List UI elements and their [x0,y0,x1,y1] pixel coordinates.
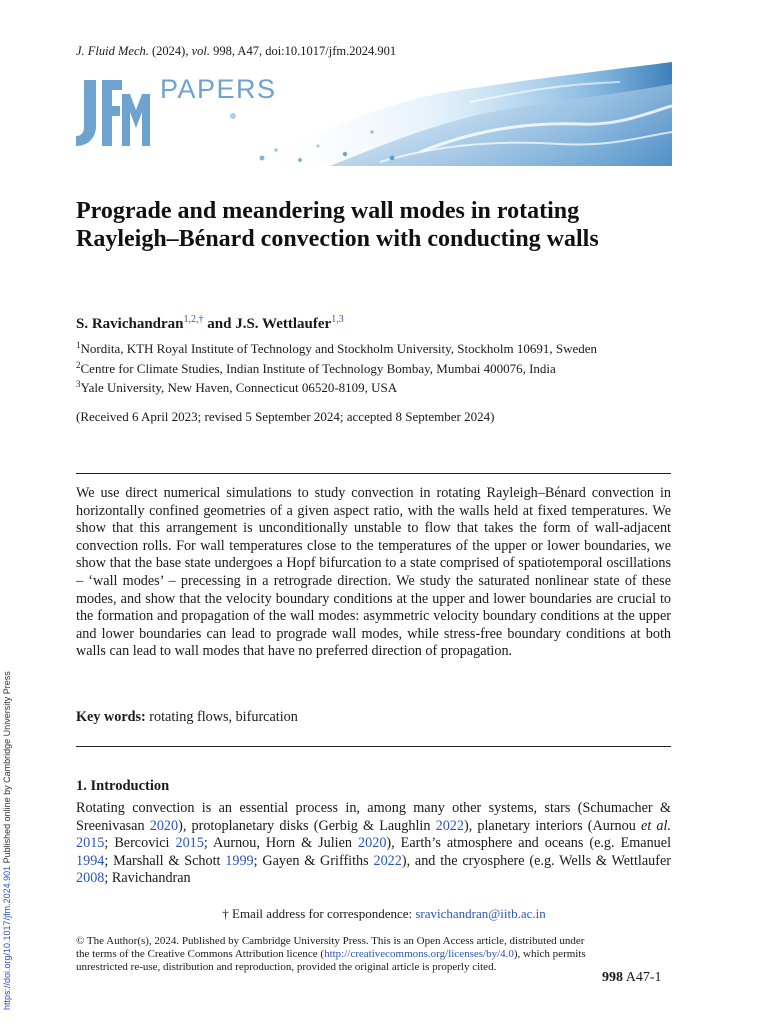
author-conjunction: and [203,316,236,332]
citation-link[interactable]: 2022 [435,817,464,834]
section-label: PAPERS [160,74,277,104]
affiliation-text: Centre for Climate Studies, Indian Institute of Technology Bombay, Mumbai 400076, India [80,361,556,376]
sidebar-text: Published online by Cambridge University Press [2,671,12,866]
jfm-logo [76,80,152,146]
page-article: A47-1 [623,970,662,985]
journal-volume-doi: 998, A47, doi:10.1017/jfm.2024.901 [213,44,397,58]
citation-link[interactable]: 2015 [175,835,204,852]
author-name: J.S. Wettlaufer [235,316,332,332]
citation-link[interactable]: 2015 [76,835,105,852]
affiliation-number: 2 [76,360,81,370]
journal-citation [76,44,396,59]
introduction-paragraph: Rotating convection is an essential process in, among many other systems, stars (Schumacher & Sreenivasan 2020), protoplanetary disks (Gerbig & Laughlin 2022), planetary interiors (Aurnou et al. 2015; Bercovici 2015; Aurnou, Horn & Julien 2020), Earth’s atmosphere and oceans (e.g. Emanuel 1994; Marshall & Schott 1999; Gayen & Griffiths 2022), and the cryosphere (e.g. Wells & Wettlaufer 2008; Ravichandran [76,800,672,887]
affiliation [76,360,556,377]
footnote-prefix: † Email address for correspondence: [222,906,416,921]
copyright-notice: © The Author(s), 2024. Published by Cambridge University Press. This is an Open Access article, distributed under the terms of the Creative Commons Attribution licence (http://creativecommons.org/licenses/by/4.0), which permits unrestricted re-use, distribution and reproduction, provided the original article is properly cited. [76,935,586,974]
page-number [602,970,662,986]
divider [76,473,671,474]
author-name: S. Ravichandran [76,316,184,332]
journal-year: (2024), [152,44,189,58]
et-al: et al. [641,817,671,834]
correspondence-footnote [0,906,768,922]
affiliation [76,379,397,396]
citation-link[interactable]: 2022 [373,852,402,869]
section-heading: 1. Introduction [76,778,170,794]
citation-link[interactable]: 1994 [76,852,105,869]
abstract: We use direct numerical simulations to study convection in rotating Rayleigh–Bénard convection in horizontally confined geometries of a given aspect ratio, with the walls held at fixed temperatures. We show that this arrangement is unconditionally unstable to flow that takes the form of wall-adjacent convection rolls. For wall temperatures close to the temperatures of the upper or lower boundaries, we show that the base state undergoes a Hopf bifurcation to a state comprised of spatiotemporal oscillations – ‘wall modes’ – precessing in a retrograde direction. We study the saturated nonlinear state of these modes, and show that the velocity boundary conditions at the upper and lower boundaries are crucial to the formation and propagation of the wall modes: asymmetric velocity boundary conditions at the upper and lower boundaries can lead to prograde wall modes, while stress-free boundary conditions at both walls can lead to wall modes that have no preferred direction of propagation. [76,485,671,660]
doi-link[interactable]: https://doi.org/10.1017/jfm.2024.901 [2,865,12,1010]
author-list [76,314,344,333]
author-affiliation-markers[interactable]: 1,2,† [183,314,204,325]
journal-name: J. Fluid Mech. [76,44,149,58]
paper-title: Prograde and meandering wall modes in rotating Rayleigh–Bénard convection with conducting walls [76,198,599,252]
received-dates: (Received 6 April 2023; revised 5 September 2024; accepted 8 September 2024) [76,409,495,424]
page-volume: 998 [602,970,623,985]
author-affiliation-markers[interactable]: 1,3 [331,314,344,325]
citation-link[interactable]: 1999 [225,852,254,869]
citation-link[interactable]: 2008 [76,870,105,887]
citation-link[interactable]: 2020 [358,835,387,852]
doi-sidebar [2,671,12,1010]
affiliation [76,340,597,357]
license-link[interactable]: http://creativecommons.org/licenses/by/4.0 [324,948,514,961]
affiliation-text: Nordita, KTH Royal Institute of Technology and Stockholm University, Stockholm 10691, Sweden [80,341,598,356]
divider [76,746,671,747]
email-link[interactable]: sravichandran@iitb.ac.in [415,906,546,921]
citation-link[interactable]: 2020 [149,817,179,834]
affiliation-number: 3 [76,379,81,389]
affiliation-text: Yale University, New Haven, Connecticut 06520-8109, USA [80,380,398,395]
affiliation-number: 1 [76,340,81,350]
keywords-text: rotating flows, bifurcation [145,709,298,725]
keywords [76,709,298,726]
volume-label: vol. [191,44,210,58]
keywords-label: Key words: [76,709,146,725]
